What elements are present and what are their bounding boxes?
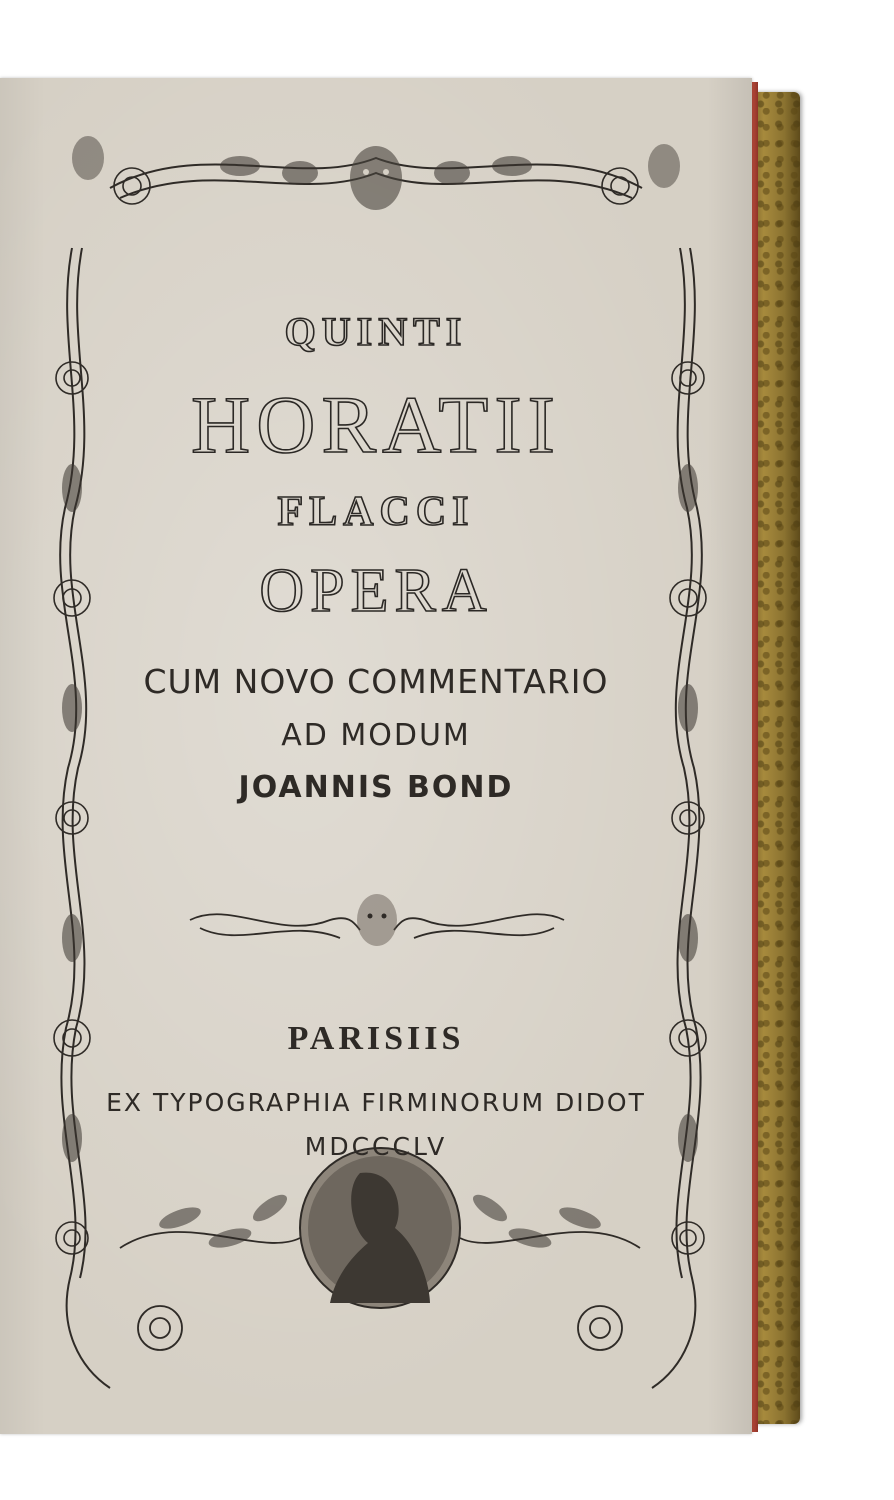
- imprint-place: PARISIIS: [287, 1020, 465, 1057]
- subtitle-ad-modum: AD MODUM: [281, 718, 471, 753]
- imprint-year: MDCCCLV: [304, 1132, 448, 1161]
- title-page: [0, 78, 752, 1434]
- face-ornament: [357, 894, 397, 946]
- imprint-publisher: EX TYPOGRAPHIA FIRMINORUM DIDOT: [106, 1088, 646, 1117]
- title-flacci: FLACCI: [277, 489, 475, 535]
- title-horatii: HORATII: [191, 379, 561, 470]
- subtitle-commentario: CUM NOVO COMMENTARIO: [143, 662, 609, 701]
- portrait-medallion: [300, 1148, 460, 1308]
- ornamental-border: [0, 78, 752, 1434]
- satyr-mask-ornament: [350, 146, 402, 210]
- subtitle-joannis-bond: JOANNIS BOND: [238, 770, 514, 805]
- title-quinti: QUINTI: [284, 309, 468, 354]
- title-opera: OPERA: [259, 557, 493, 625]
